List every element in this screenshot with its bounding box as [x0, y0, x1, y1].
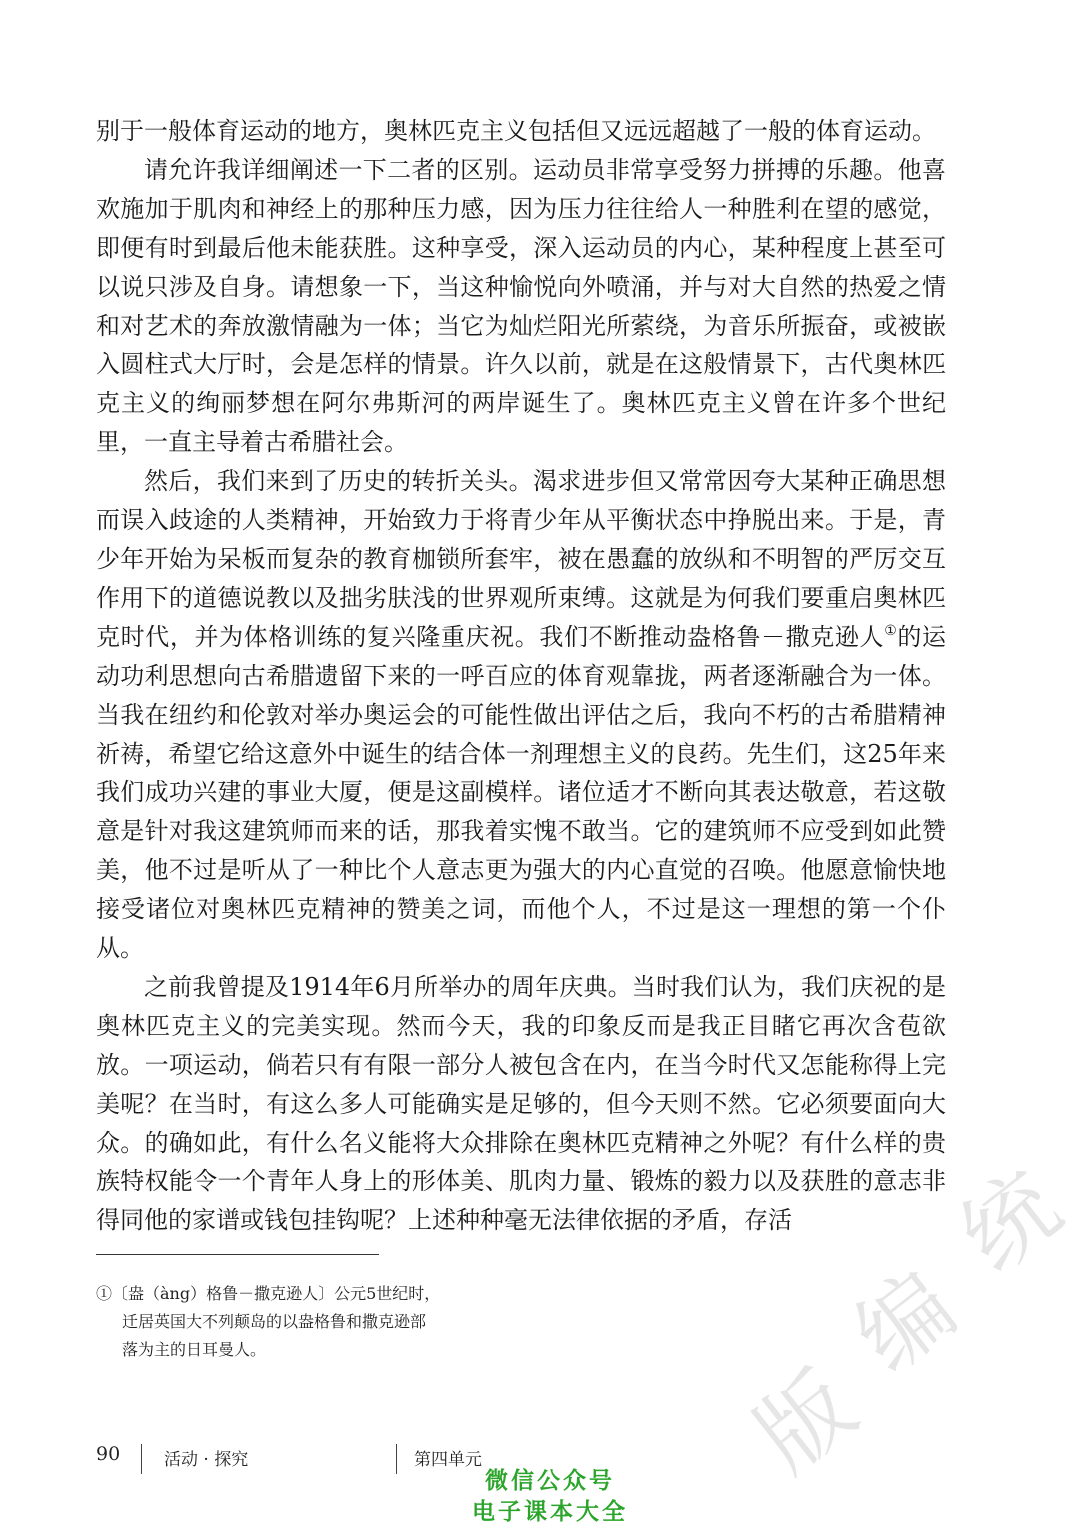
paragraph-4: 之前我曾提及1914年6月所举办的周年庆典。当时我们认为，我们庆祝的是奥林匹克主义的完美实现。然而今天，我的印象反而是我正目睹它再次含苞欲放。一项运动，倘若只有有限一部分人被包含在内，在当今时代又怎能称得上完美呢？在当时，有这么多人可能确实是足够的，但今天则不然。它必须要面向大众。的确如此，有什么名义能将大众排除在奥林匹克精神之外呢？有什么样的贵族特权能令一个青年人身上的形体美、肌肉力量、锻炼的毅力以及获胜的意志非得同他的家谱或钱包挂钩呢？上述种种毫无法律依据的矛盾，存活 — [96, 972, 946, 1235]
body-text — [96, 112, 946, 1240]
paragraph-3-before: 然后，我们来到了历史的转折关头。渴求进步但又常常因夸大某种正确思想而误入歧途的人类精神，开始致力于将青少年从平衡状态中挣脱出来。于是，青少年开始为呆板而复杂的教育枷锁所套牢，被在愚蠢的放纵和不明智的严厉交互作用下的道德说教以及拙劣肤浅的世界观所束缚。这就是为何我们要重启奥林匹克时代，并为体格训练的复兴隆重庆祝。我们不断推动盎格鲁－撒克逊人 — [96, 467, 946, 651]
watermark-char-1: 统 — [941, 1151, 1080, 1293]
wechat-line-1: 微信公众号 — [485, 1468, 615, 1494]
footer-divider — [396, 1444, 397, 1474]
footnote-marker: ① — [884, 622, 898, 639]
paragraph-3-after: 的运动功利思想向古希腊遗留下来的一呼百应的体育观靠拢，两者逐渐融合为一体。当我在纽约和伦敦对举办奥运会的可能性做出评估之后，我向不朽的古希腊精神祈祷，希望它给这意外中诞生的结合体一剂理想主义的良药。先生们，这25年来我们成功兴建的事业大厦，便是这副模样。诸位适才不断向其表达敬意，若这敬意是针对我这建筑师而来的话，那我着实愧不敢当。它的建筑师不应受到如此赞美，他不过是听从了一种比个人意志更为强大的内心直觉的召唤。他愿意愉快地接受诸位对奥林匹克精神的赞美之词，而他个人，不过是这一理想的第一个仆从。 — [96, 622, 947, 963]
watermark-char-2: 编 — [836, 1251, 975, 1393]
footnote-line-1: ①〔盎（àng）格鲁－撒克逊人〕公元5世纪时， — [96, 1284, 441, 1303]
footnote — [96, 1280, 516, 1364]
footnote-divider — [96, 1254, 379, 1255]
paragraph-2: 请允许我详细阐述一下二者的区别。运动员非常享受努力拼搏的乐趣。他喜欢施加于肌肉和神经上的那种压力感，因为压力往往给人一种胜利在望的感觉，即便有时到最后他未能获胜。这种享受，深入运动员的内心，某种程度上甚至可以说只涉及自身。请想象一下，当这种愉悦向外喷涌，并与对大自然的热爱之情和对艺术的奔放激情融为一体；当它为灿烂阳光所萦绕，为音乐所振奋，或被嵌入圆柱式大厅时，会是怎样的情景。许久以前，就是在这般情景下，古代奥林匹克主义的绚丽梦想在阿尔弗斯河的两岸诞生了。奥林匹克主义曾在许多个世纪里，一直主导着古希腊社会。 — [96, 155, 946, 457]
paragraph-3 — [96, 462, 946, 968]
page-number: 90 — [96, 1443, 121, 1465]
wechat-line-2: 电子课本大全 — [472, 1499, 628, 1525]
footnote-line-2: 迁居英国大不列颠岛的以盎格鲁和撒克逊部 — [122, 1312, 427, 1331]
unit-title: 第四单元 — [414, 1450, 482, 1470]
wechat-stamp — [420, 1466, 680, 1528]
footer-divider — [141, 1444, 142, 1474]
paragraph-1: 别于一般体育运动的地方，奥林匹克主义包括但又远远超越了一般的体育运动。 — [96, 117, 936, 145]
book-section-title: 活动 · 探究 — [164, 1450, 249, 1470]
watermark-char-3: 版 — [736, 1351, 875, 1493]
footnote-line-3: 落为主的日耳曼人。 — [122, 1340, 267, 1359]
